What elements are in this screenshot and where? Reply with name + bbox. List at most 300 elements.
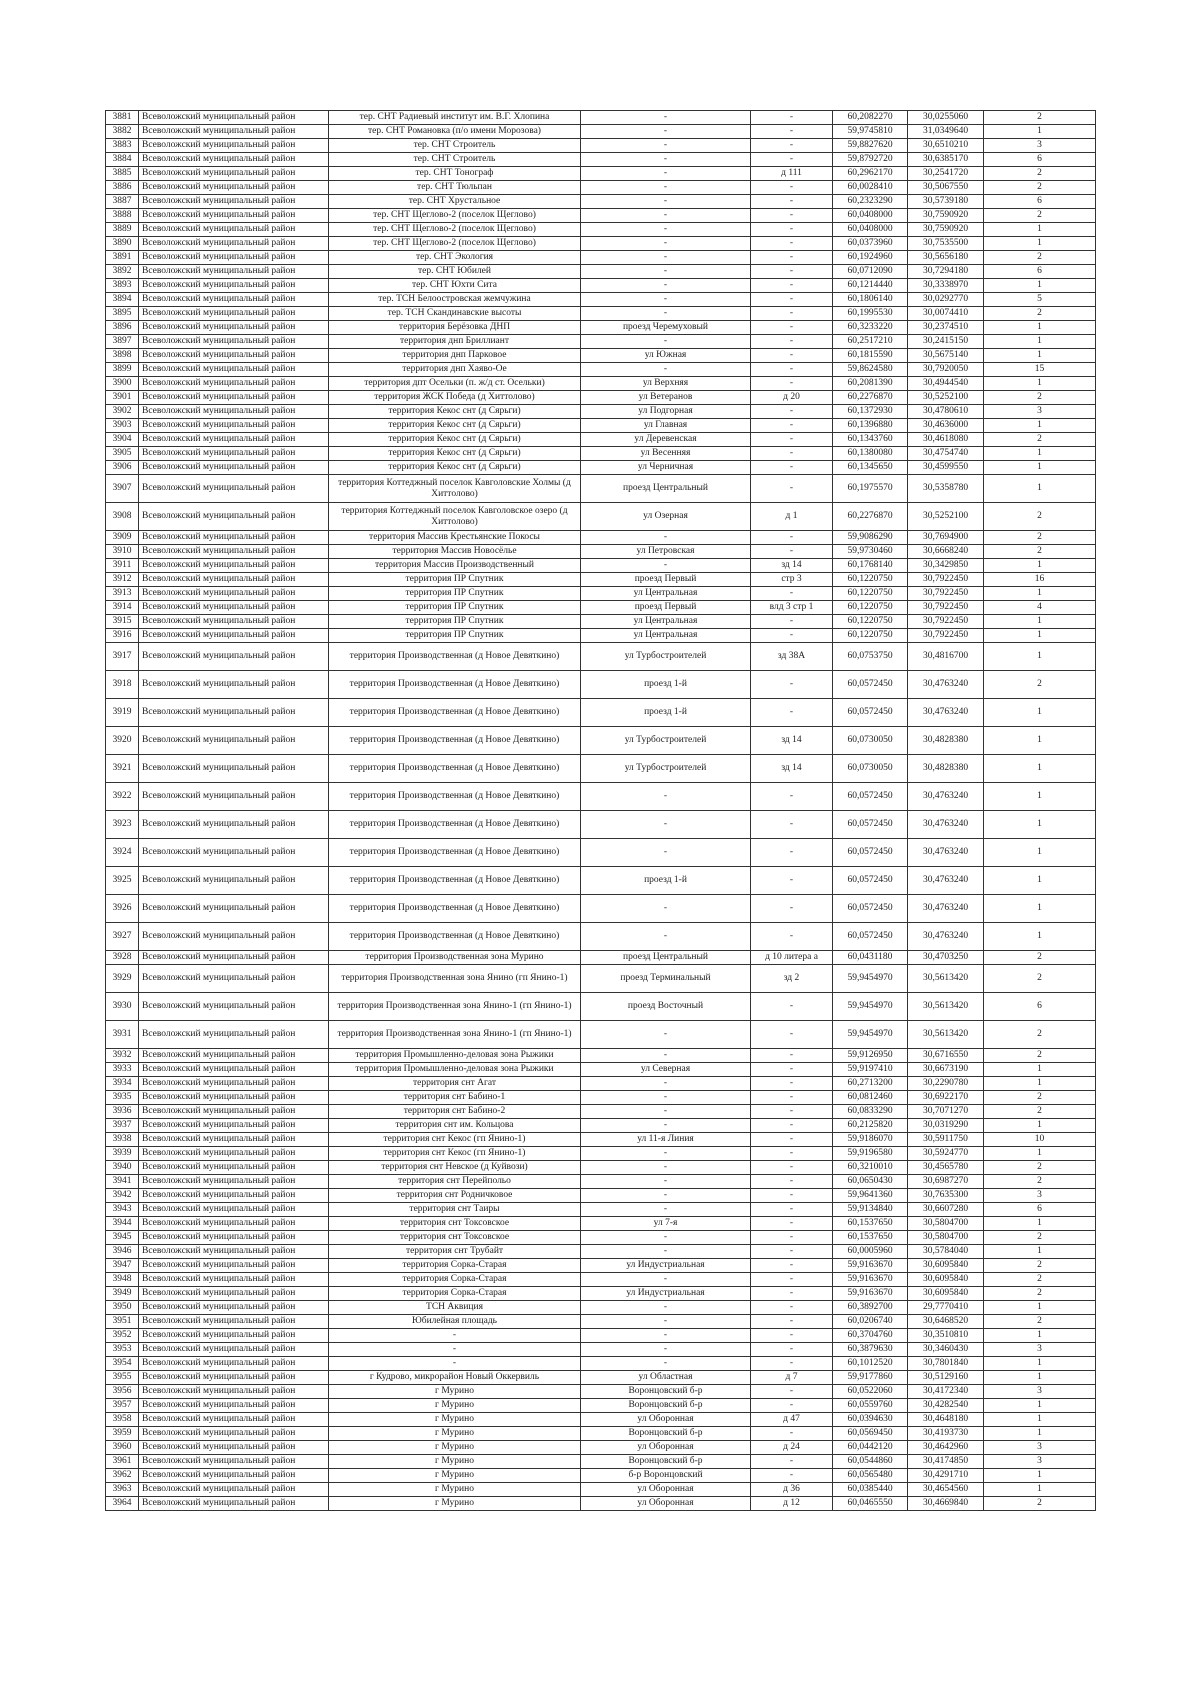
district-cell: Всеволожский муниципальный район bbox=[139, 1315, 329, 1329]
house-cell: - bbox=[751, 1203, 833, 1217]
district-cell: Всеволожский муниципальный район bbox=[139, 895, 329, 923]
latitude-cell: 59,9454970 bbox=[833, 1021, 908, 1049]
count-cell: 1 bbox=[984, 237, 1096, 251]
count-cell: 1 bbox=[984, 461, 1096, 475]
count-cell: 1 bbox=[984, 1427, 1096, 1441]
place-cell: территория ПР Спутник bbox=[329, 629, 581, 643]
longitude-cell: 30,4618080 bbox=[908, 433, 984, 447]
table-row bbox=[106, 1091, 1096, 1105]
house-cell: - bbox=[751, 1021, 833, 1049]
table-row bbox=[106, 321, 1096, 335]
district-cell: Всеволожский муниципальный район bbox=[139, 1175, 329, 1189]
street-cell: - bbox=[581, 1147, 751, 1161]
count-cell: 2 bbox=[984, 251, 1096, 265]
table-row bbox=[106, 377, 1096, 391]
place-cell: территория Кекос снт (д Сярьги) bbox=[329, 461, 581, 475]
district-cell: Всеволожский муниципальный район bbox=[139, 545, 329, 559]
house-cell: - bbox=[751, 237, 833, 251]
row-number-cell: 3922 bbox=[106, 783, 139, 811]
count-cell: 2 bbox=[984, 1105, 1096, 1119]
count-cell: 6 bbox=[984, 1203, 1096, 1217]
street-cell: - bbox=[581, 237, 751, 251]
place-cell: - bbox=[329, 1329, 581, 1343]
place-cell: территория снт Бабино-1 bbox=[329, 1091, 581, 1105]
house-cell: - bbox=[751, 265, 833, 279]
place-cell: г Мурино bbox=[329, 1483, 581, 1497]
house-cell: - bbox=[751, 531, 833, 545]
latitude-cell: 60,0730050 bbox=[833, 755, 908, 783]
latitude-cell: 60,0373960 bbox=[833, 237, 908, 251]
street-cell: Воронцовский б-р bbox=[581, 1455, 751, 1469]
count-cell: 1 bbox=[984, 125, 1096, 139]
latitude-cell: 60,0005960 bbox=[833, 1245, 908, 1259]
district-cell: Всеволожский муниципальный район bbox=[139, 671, 329, 699]
row-number-cell: 3964 bbox=[106, 1497, 139, 1511]
latitude-cell: 60,0522060 bbox=[833, 1385, 908, 1399]
count-cell: 2 bbox=[984, 1231, 1096, 1245]
district-cell: Всеволожский муниципальный район bbox=[139, 629, 329, 643]
table-row bbox=[106, 419, 1096, 433]
house-cell: - bbox=[751, 475, 833, 503]
place-cell: территория Сорка-Старая bbox=[329, 1259, 581, 1273]
street-cell: - bbox=[581, 895, 751, 923]
count-cell: 1 bbox=[984, 587, 1096, 601]
longitude-cell: 30,4763240 bbox=[908, 699, 984, 727]
row-number-cell: 3924 bbox=[106, 839, 139, 867]
street-cell: - bbox=[581, 1329, 751, 1343]
row-number-cell: 3941 bbox=[106, 1175, 139, 1189]
longitude-cell: 30,5911750 bbox=[908, 1133, 984, 1147]
longitude-cell: 30,5613420 bbox=[908, 993, 984, 1021]
district-cell: Всеволожский муниципальный район bbox=[139, 1105, 329, 1119]
count-cell: 3 bbox=[984, 1441, 1096, 1455]
row-number-cell: 3896 bbox=[106, 321, 139, 335]
place-cell: территория снт Токсовское bbox=[329, 1231, 581, 1245]
place-cell: территория ЖСК Победа (д Хиттолово) bbox=[329, 391, 581, 405]
longitude-cell: 30,7590920 bbox=[908, 209, 984, 223]
row-number-cell: 3957 bbox=[106, 1399, 139, 1413]
latitude-cell: 60,0206740 bbox=[833, 1315, 908, 1329]
place-cell: тер. ТСН Скандинавские высоты bbox=[329, 307, 581, 321]
street-cell: - bbox=[581, 139, 751, 153]
latitude-cell: 60,1220750 bbox=[833, 601, 908, 615]
street-cell: ул Турбостроителей bbox=[581, 755, 751, 783]
count-cell: 3 bbox=[984, 1455, 1096, 1469]
longitude-cell: 30,6095840 bbox=[908, 1273, 984, 1287]
house-cell: - bbox=[751, 125, 833, 139]
longitude-cell: 30,2374510 bbox=[908, 321, 984, 335]
latitude-cell: 60,0572450 bbox=[833, 867, 908, 895]
row-number-cell: 3882 bbox=[106, 125, 139, 139]
table-row bbox=[106, 181, 1096, 195]
count-cell: 4 bbox=[984, 601, 1096, 615]
latitude-cell: 60,1537650 bbox=[833, 1217, 908, 1231]
house-cell: - bbox=[751, 139, 833, 153]
house-cell: зд 2 bbox=[751, 965, 833, 993]
district-cell: Всеволожский муниципальный район bbox=[139, 1217, 329, 1231]
house-cell: - bbox=[751, 1469, 833, 1483]
street-cell: ул Подгорная bbox=[581, 405, 751, 419]
row-number-cell: 3923 bbox=[106, 811, 139, 839]
latitude-cell: 60,0408000 bbox=[833, 223, 908, 237]
house-cell: - bbox=[751, 321, 833, 335]
longitude-cell: 30,7922450 bbox=[908, 629, 984, 643]
place-cell: территория Коттеджный поселок Кавголовские Холмы (д Хиттолово) bbox=[329, 475, 581, 503]
table-row bbox=[106, 1399, 1096, 1413]
table-row bbox=[106, 1021, 1096, 1049]
latitude-cell: 60,1380080 bbox=[833, 447, 908, 461]
count-cell: 6 bbox=[984, 153, 1096, 167]
street-cell: ул Оборонная bbox=[581, 1413, 751, 1427]
house-cell: - bbox=[751, 461, 833, 475]
street-cell: проезд Центральный bbox=[581, 475, 751, 503]
street-cell: ул 7-я bbox=[581, 1217, 751, 1231]
district-cell: Всеволожский муниципальный район bbox=[139, 1245, 329, 1259]
house-cell: - bbox=[751, 377, 833, 391]
count-cell: 2 bbox=[984, 951, 1096, 965]
place-cell: тер. СНТ Хрустальное bbox=[329, 195, 581, 209]
table-row bbox=[106, 867, 1096, 895]
place-cell: тер. СНТ Юбилей bbox=[329, 265, 581, 279]
street-cell: ул Областная bbox=[581, 1371, 751, 1385]
house-cell: - bbox=[751, 1343, 833, 1357]
street-cell: ул Центральная bbox=[581, 629, 751, 643]
longitude-cell: 30,4174850 bbox=[908, 1455, 984, 1469]
latitude-cell: 60,0394630 bbox=[833, 1413, 908, 1427]
count-cell: 2 bbox=[984, 181, 1096, 195]
table-row bbox=[106, 811, 1096, 839]
street-cell: ул Центральная bbox=[581, 587, 751, 601]
row-number-cell: 3907 bbox=[106, 475, 139, 503]
count-cell: 1 bbox=[984, 349, 1096, 363]
district-cell: Всеволожский муниципальный район bbox=[139, 951, 329, 965]
district-cell: Всеволожский муниципальный район bbox=[139, 293, 329, 307]
house-cell: - bbox=[751, 1301, 833, 1315]
longitude-cell: 30,4282540 bbox=[908, 1399, 984, 1413]
place-cell: территория Производственная зона Янино-1 (гп Янино-1) bbox=[329, 1021, 581, 1049]
row-number-cell: 3913 bbox=[106, 587, 139, 601]
count-cell: 1 bbox=[984, 895, 1096, 923]
street-cell: проезд Первый bbox=[581, 573, 751, 587]
longitude-cell: 30,3429850 bbox=[908, 559, 984, 573]
house-cell: д 10 литера а bbox=[751, 951, 833, 965]
district-cell: Всеволожский муниципальный район bbox=[139, 1441, 329, 1455]
latitude-cell: 59,9641360 bbox=[833, 1189, 908, 1203]
row-number-cell: 3935 bbox=[106, 1091, 139, 1105]
house-cell: - bbox=[751, 1231, 833, 1245]
house-cell: - bbox=[751, 279, 833, 293]
row-number-cell: 3949 bbox=[106, 1287, 139, 1301]
latitude-cell: 59,9186070 bbox=[833, 1133, 908, 1147]
place-cell: территория снт Родничковое bbox=[329, 1189, 581, 1203]
district-cell: Всеволожский муниципальный район bbox=[139, 391, 329, 405]
table-row bbox=[106, 433, 1096, 447]
place-cell: территория Производственная зона Янино-1 (гп Янино-1) bbox=[329, 993, 581, 1021]
count-cell: 2 bbox=[984, 503, 1096, 531]
row-number-cell: 3918 bbox=[106, 671, 139, 699]
row-number-cell: 3899 bbox=[106, 363, 139, 377]
latitude-cell: 60,2081390 bbox=[833, 377, 908, 391]
house-cell: стр 3 bbox=[751, 573, 833, 587]
row-number-cell: 3936 bbox=[106, 1105, 139, 1119]
district-cell: Всеволожский муниципальный район bbox=[139, 993, 329, 1021]
row-number-cell: 3925 bbox=[106, 867, 139, 895]
row-number-cell: 3886 bbox=[106, 181, 139, 195]
place-cell: территория Производственная зона Янино (гп Янино-1) bbox=[329, 965, 581, 993]
longitude-cell: 30,3338970 bbox=[908, 279, 984, 293]
house-cell: - bbox=[751, 993, 833, 1021]
district-cell: Всеволожский муниципальный район bbox=[139, 587, 329, 601]
street-cell: - bbox=[581, 293, 751, 307]
house-cell: - bbox=[751, 895, 833, 923]
table-row bbox=[106, 461, 1096, 475]
house-cell: - bbox=[751, 867, 833, 895]
row-number-cell: 3939 bbox=[106, 1147, 139, 1161]
longitude-cell: 30,4763240 bbox=[908, 923, 984, 951]
longitude-cell: 30,7922450 bbox=[908, 601, 984, 615]
table-row bbox=[106, 1203, 1096, 1217]
table-row bbox=[106, 279, 1096, 293]
longitude-cell: 30,7922450 bbox=[908, 587, 984, 601]
data-table bbox=[105, 110, 1096, 1511]
district-cell: Всеволожский муниципальный район bbox=[139, 461, 329, 475]
street-cell: ул Индустриальная bbox=[581, 1287, 751, 1301]
place-cell: тер. СНТ Строитель bbox=[329, 153, 581, 167]
longitude-cell: 30,5067550 bbox=[908, 181, 984, 195]
district-cell: Всеволожский муниципальный район bbox=[139, 237, 329, 251]
latitude-cell: 60,0572450 bbox=[833, 895, 908, 923]
row-number-cell: 3928 bbox=[106, 951, 139, 965]
place-cell: территория ПР Спутник bbox=[329, 601, 581, 615]
district-cell: Всеволожский муниципальный район bbox=[139, 503, 329, 531]
street-cell: проезд Терминальный bbox=[581, 965, 751, 993]
latitude-cell: 60,1768140 bbox=[833, 559, 908, 573]
district-cell: Всеволожский муниципальный район bbox=[139, 811, 329, 839]
latitude-cell: 60,0753750 bbox=[833, 643, 908, 671]
house-cell: - bbox=[751, 223, 833, 237]
district-cell: Всеволожский муниципальный район bbox=[139, 783, 329, 811]
table-row bbox=[106, 1427, 1096, 1441]
count-cell: 1 bbox=[984, 1077, 1096, 1091]
house-cell: - bbox=[751, 1217, 833, 1231]
street-cell: ул Деревенская bbox=[581, 433, 751, 447]
count-cell: 2 bbox=[984, 1049, 1096, 1063]
street-cell: ул Турбостроителей bbox=[581, 727, 751, 755]
row-number-cell: 3906 bbox=[106, 461, 139, 475]
count-cell: 2 bbox=[984, 1259, 1096, 1273]
house-cell: - bbox=[751, 447, 833, 461]
table-row bbox=[106, 1049, 1096, 1063]
place-cell: территория снт Кекос (гп Янино-1) bbox=[329, 1133, 581, 1147]
longitude-cell: 30,4636000 bbox=[908, 419, 984, 433]
table-row bbox=[106, 1273, 1096, 1287]
district-cell: Всеволожский муниципальный район bbox=[139, 167, 329, 181]
latitude-cell: 60,1220750 bbox=[833, 615, 908, 629]
longitude-cell: 30,4669840 bbox=[908, 1497, 984, 1511]
row-number-cell: 3902 bbox=[106, 405, 139, 419]
district-cell: Всеволожский муниципальный район bbox=[139, 139, 329, 153]
house-cell: - bbox=[751, 923, 833, 951]
table-row bbox=[106, 1385, 1096, 1399]
longitude-cell: 30,5656180 bbox=[908, 251, 984, 265]
longitude-cell: 30,6510210 bbox=[908, 139, 984, 153]
place-cell: тер. СНТ Строитель bbox=[329, 139, 581, 153]
count-cell: 1 bbox=[984, 1245, 1096, 1259]
table-row bbox=[106, 237, 1096, 251]
table-row bbox=[106, 1217, 1096, 1231]
table-row bbox=[106, 1329, 1096, 1343]
place-cell: г Мурино bbox=[329, 1427, 581, 1441]
longitude-cell: 30,5804700 bbox=[908, 1231, 984, 1245]
place-cell: территория Производственная (д Новое Девяткино) bbox=[329, 867, 581, 895]
street-cell: - bbox=[581, 335, 751, 349]
row-number-cell: 3910 bbox=[106, 545, 139, 559]
house-cell: - bbox=[751, 1287, 833, 1301]
house-cell: д 47 bbox=[751, 1413, 833, 1427]
longitude-cell: 30,5252100 bbox=[908, 391, 984, 405]
table-row bbox=[106, 447, 1096, 461]
table-row bbox=[106, 1147, 1096, 1161]
longitude-cell: 30,7635300 bbox=[908, 1189, 984, 1203]
street-cell: ул Северная bbox=[581, 1063, 751, 1077]
table-row bbox=[106, 559, 1096, 573]
latitude-cell: 59,9745810 bbox=[833, 125, 908, 139]
place-cell: территория Производственная (д Новое Девяткино) bbox=[329, 699, 581, 727]
place-cell: территория ПР Спутник bbox=[329, 615, 581, 629]
house-cell: - bbox=[751, 433, 833, 447]
place-cell: территория снт Агат bbox=[329, 1077, 581, 1091]
district-cell: Всеволожский муниципальный район bbox=[139, 377, 329, 391]
place-cell: Юбилейная площадь bbox=[329, 1315, 581, 1329]
count-cell: 1 bbox=[984, 1329, 1096, 1343]
count-cell: 2 bbox=[984, 1287, 1096, 1301]
count-cell: 2 bbox=[984, 433, 1096, 447]
count-cell: 1 bbox=[984, 727, 1096, 755]
longitude-cell: 30,4763240 bbox=[908, 811, 984, 839]
longitude-cell: 30,4172340 bbox=[908, 1385, 984, 1399]
district-cell: Всеволожский муниципальный район bbox=[139, 419, 329, 433]
street-cell: - bbox=[581, 1077, 751, 1091]
row-number-cell: 3954 bbox=[106, 1357, 139, 1371]
longitude-cell: 30,2290780 bbox=[908, 1077, 984, 1091]
count-cell: 1 bbox=[984, 1371, 1096, 1385]
table-row bbox=[106, 335, 1096, 349]
district-cell: Всеволожский муниципальный район bbox=[139, 1357, 329, 1371]
count-cell: 1 bbox=[984, 699, 1096, 727]
table-row bbox=[106, 111, 1096, 125]
table-row bbox=[106, 391, 1096, 405]
place-cell: территория Промышленно-деловая зона Рыжики bbox=[329, 1049, 581, 1063]
table-row bbox=[106, 195, 1096, 209]
table-row bbox=[106, 1077, 1096, 1091]
house-cell: - bbox=[751, 629, 833, 643]
row-number-cell: 3952 bbox=[106, 1329, 139, 1343]
row-number-cell: 3898 bbox=[106, 349, 139, 363]
latitude-cell: 59,9730460 bbox=[833, 545, 908, 559]
table-row bbox=[106, 1413, 1096, 1427]
longitude-cell: 30,4763240 bbox=[908, 839, 984, 867]
count-cell: 1 bbox=[984, 419, 1096, 433]
longitude-cell: 30,5924770 bbox=[908, 1147, 984, 1161]
district-cell: Всеволожский муниципальный район bbox=[139, 1399, 329, 1413]
latitude-cell: 60,0569450 bbox=[833, 1427, 908, 1441]
longitude-cell: 29,7770410 bbox=[908, 1301, 984, 1315]
longitude-cell: 30,6716550 bbox=[908, 1049, 984, 1063]
row-number-cell: 3903 bbox=[106, 419, 139, 433]
latitude-cell: 59,9454970 bbox=[833, 993, 908, 1021]
row-number-cell: 3901 bbox=[106, 391, 139, 405]
latitude-cell: 60,3892700 bbox=[833, 1301, 908, 1315]
latitude-cell: 60,1806140 bbox=[833, 293, 908, 307]
count-cell: 1 bbox=[984, 755, 1096, 783]
table-row bbox=[106, 839, 1096, 867]
district-cell: Всеволожский муниципальный район bbox=[139, 405, 329, 419]
district-cell: Всеволожский муниципальный район bbox=[139, 335, 329, 349]
row-number-cell: 3944 bbox=[106, 1217, 139, 1231]
longitude-cell: 30,4828380 bbox=[908, 727, 984, 755]
row-number-cell: 3888 bbox=[106, 209, 139, 223]
street-cell: - bbox=[581, 209, 751, 223]
place-cell: г Мурино bbox=[329, 1497, 581, 1511]
place-cell: территория снт Невское (д Куйвози) bbox=[329, 1161, 581, 1175]
place-cell: территория Производственная (д Новое Девяткино) bbox=[329, 755, 581, 783]
place-cell: территория Кекос снт (д Сярьги) bbox=[329, 419, 581, 433]
longitude-cell: 30,7922450 bbox=[908, 573, 984, 587]
table-row bbox=[106, 167, 1096, 181]
street-cell: - bbox=[581, 923, 751, 951]
count-cell: 1 bbox=[984, 1483, 1096, 1497]
house-cell: - bbox=[751, 419, 833, 433]
street-cell: проезд 1-й bbox=[581, 867, 751, 895]
row-number-cell: 3934 bbox=[106, 1077, 139, 1091]
place-cell: территория Производственная (д Новое Девяткино) bbox=[329, 671, 581, 699]
row-number-cell: 3933 bbox=[106, 1063, 139, 1077]
place-cell: г Мурино bbox=[329, 1385, 581, 1399]
table-row bbox=[106, 923, 1096, 951]
place-cell: территория снт Кекос (гп Янино-1) bbox=[329, 1147, 581, 1161]
house-cell: - bbox=[751, 1245, 833, 1259]
row-number-cell: 3926 bbox=[106, 895, 139, 923]
table-row bbox=[106, 293, 1096, 307]
longitude-cell: 30,6922170 bbox=[908, 1091, 984, 1105]
latitude-cell: 60,0385440 bbox=[833, 1483, 908, 1497]
count-cell: 1 bbox=[984, 475, 1096, 503]
house-cell: - bbox=[751, 1091, 833, 1105]
count-cell: 3 bbox=[984, 1343, 1096, 1357]
latitude-cell: 60,2517210 bbox=[833, 335, 908, 349]
latitude-cell: 60,0730050 bbox=[833, 727, 908, 755]
table-row bbox=[106, 545, 1096, 559]
district-cell: Всеволожский муниципальный район bbox=[139, 209, 329, 223]
street-cell: - bbox=[581, 1301, 751, 1315]
street-cell: - bbox=[581, 181, 751, 195]
district-cell: Всеволожский муниципальный район bbox=[139, 1161, 329, 1175]
house-cell: - bbox=[751, 349, 833, 363]
longitude-cell: 30,2541720 bbox=[908, 167, 984, 181]
count-cell: 3 bbox=[984, 405, 1096, 419]
latitude-cell: 60,1220750 bbox=[833, 629, 908, 643]
place-cell: тер. СНТ Юхти Сита bbox=[329, 279, 581, 293]
count-cell: 1 bbox=[984, 615, 1096, 629]
table-row bbox=[106, 1105, 1096, 1119]
street-cell: проезд Черемуховый bbox=[581, 321, 751, 335]
latitude-cell: 60,2276870 bbox=[833, 503, 908, 531]
street-cell: - bbox=[581, 195, 751, 209]
district-cell: Всеволожский муниципальный район bbox=[139, 1021, 329, 1049]
district-cell: Всеволожский муниципальный район bbox=[139, 727, 329, 755]
row-number-cell: 3897 bbox=[106, 335, 139, 349]
house-cell: зд 38А bbox=[751, 643, 833, 671]
